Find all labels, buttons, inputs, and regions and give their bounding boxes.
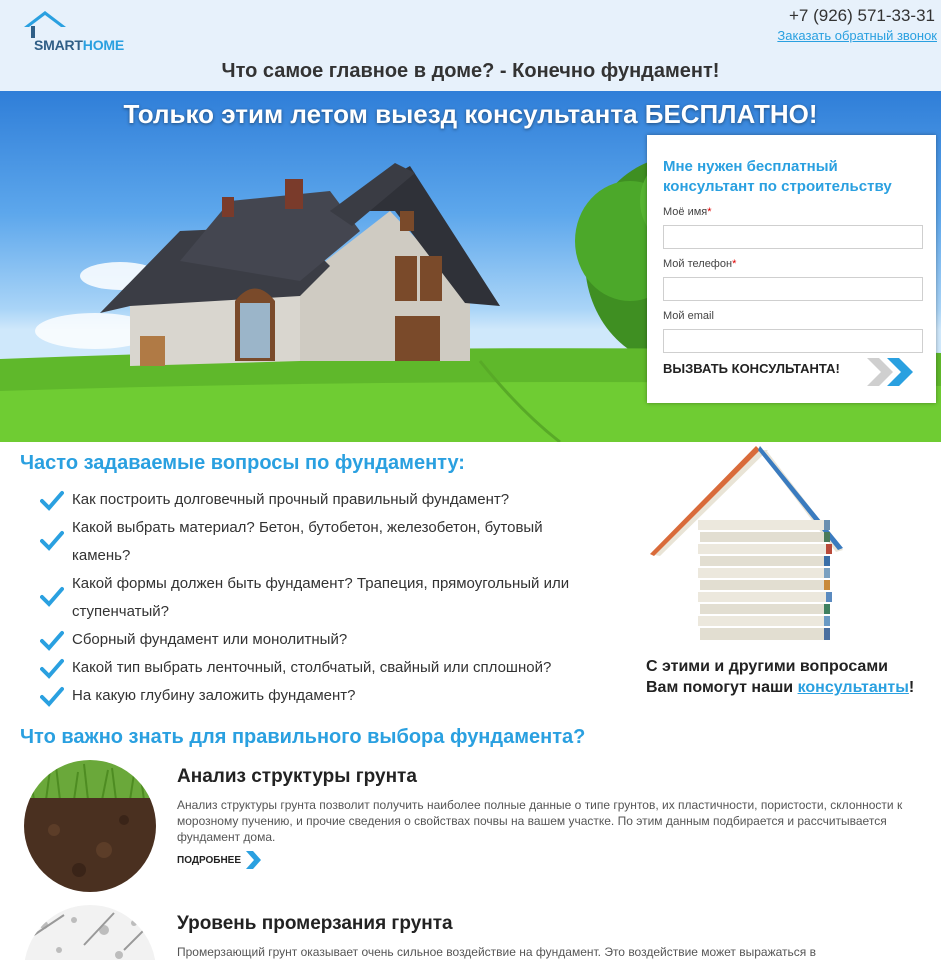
consultant-form: [647, 135, 936, 403]
email-input[interactable]: [663, 329, 923, 353]
checkmark-icon: [40, 530, 64, 552]
checkmark-icon: [40, 686, 64, 708]
list-item: Какой формы должен быть фундамент? Трапеция, прямоугольный или ступенчатый?: [40, 570, 620, 626]
hero-headline: Только этим летом выезд консультанта БЕСПЛАТНО!: [123, 99, 818, 129]
phone-label: Мой телефон*: [663, 258, 737, 270]
frozen-soil-image: [24, 905, 156, 960]
name-input[interactable]: [663, 225, 923, 249]
callback-link[interactable]: Заказать обратный звонок: [777, 28, 937, 43]
page-tagline: Что самое главное в доме? - Конечно фундамент!: [221, 60, 720, 82]
checkmark-icon: [40, 658, 64, 680]
list-item: Сборный фундамент или монолитный?: [40, 626, 620, 654]
phone-number: +7 (926) 571-33-31: [788, 6, 935, 25]
email-label: Мой email: [663, 310, 714, 322]
frozen-soil-photo: [24, 905, 156, 960]
chevron-right-icon[interactable]: [244, 850, 262, 870]
consultants-link[interactable]: консультанты: [797, 679, 909, 696]
checkmark-icon: [40, 586, 64, 608]
list-item: Какой выбрать материал? Бетон, бутобетон, железобетон, бутовый камень?: [40, 514, 620, 570]
more-link[interactable]: ПОДРОБНЕЕ: [177, 855, 242, 866]
soil-photo: [24, 760, 156, 892]
checkmark-icon: [40, 490, 64, 512]
faq-list: [40, 486, 620, 710]
faq-heading: Часто задаваемые вопросы по фундаменту:: [20, 452, 465, 474]
double-chevron-right-icon[interactable]: [863, 356, 919, 388]
list-item: Какой тип выбрать ленточный, столбчатый, свайный или сплошной?: [40, 654, 620, 682]
form-title: Мне нужен бесплатный консультант по строительству: [663, 158, 892, 195]
books-caption: С этими и другими вопросами Вам помогут наши консультанты!: [646, 658, 915, 696]
important-heading: Что важно знать для правильного выбора фундамента?: [20, 726, 586, 748]
list-item: Как построить долговечный прочный правильный фундамент?: [40, 486, 620, 514]
smarthome-logo[interactable]: [22, 10, 142, 54]
checkmark-icon: [40, 630, 64, 652]
soil-image: [24, 760, 156, 892]
phone-input[interactable]: [663, 277, 923, 301]
book-house-image: [648, 446, 843, 646]
name-label: Моё имя*: [663, 206, 712, 218]
item-text: Анализ структуры грунта позволит получить наиболее полные данные о типе грунтов, их пластичности, пористости, склонности к морозному пучению, и прочие сведения о свойствах почвы на вашем участке. По этим данным подбирается и рассчитывается фундамент дома.: [177, 798, 903, 844]
list-item: На какую глубину заложить фундамент?: [40, 682, 620, 710]
item-title: Уровень промерзания грунта: [177, 913, 453, 934]
call-consultant-button[interactable]: ВЫЗВАТЬ КОНСУЛЬТАНТА!: [663, 361, 840, 376]
item-text: Промерзающий грунт оказывает очень сильное воздействие на фундамент. Это воздействие может выражаться в: [177, 945, 816, 959]
house-logo-icon: [22, 10, 72, 40]
site-header: [0, 0, 941, 91]
logo-text: SMARTHOME: [34, 37, 124, 53]
item-title: Анализ структуры грунта: [177, 766, 417, 787]
